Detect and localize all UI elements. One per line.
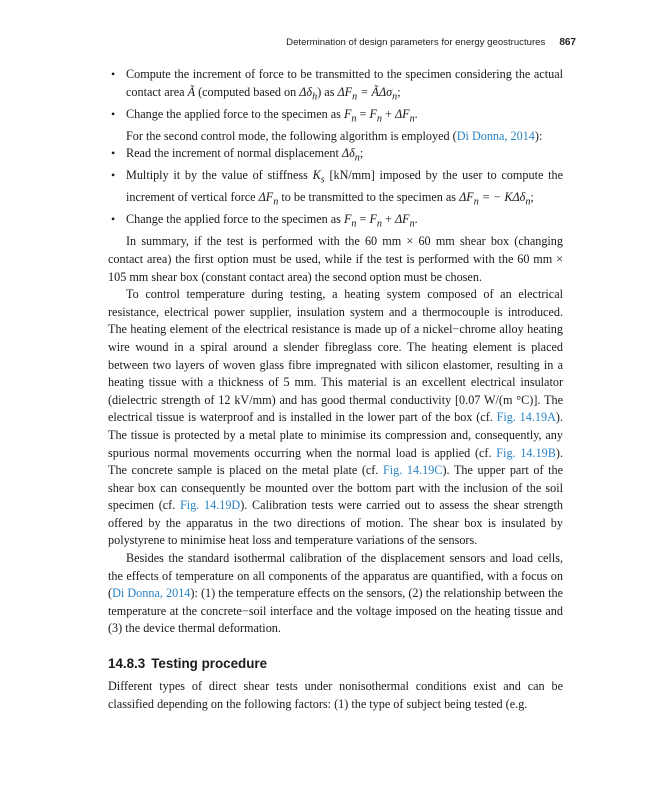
math-symbol: Ã (187, 84, 196, 99)
testing-procedure-paragraph: Different types of direct shear tests under nonisothermal conditions exist and can be classified depending on the following factors: (1) the type of subject being tested (e.g. (108, 679, 563, 711)
page-body (108, 66, 563, 713)
math-operator: = (356, 106, 370, 121)
math-subscript: n (473, 196, 479, 208)
figure-link[interactable]: Fig. 14.19A (496, 410, 556, 425)
list-item-text: ; (397, 84, 401, 99)
paragraph-text: For the second control mode, the following algorithm is employed ( (126, 128, 457, 143)
list-item (108, 167, 563, 211)
paragraph-text: ). The upper part of the shear box can consequently be mounted over the bottom part with the inclusion of the soil specimen (cf. (108, 463, 564, 513)
section-heading (108, 655, 563, 673)
calibration-paragraph (108, 550, 563, 638)
math-subscript: s (320, 174, 325, 186)
math-symbol: Δδ (341, 146, 355, 161)
bullet-list-first-mode (108, 66, 563, 128)
math-symbol: K (312, 168, 321, 183)
math-subscript: n (525, 196, 531, 208)
list-item (108, 66, 563, 106)
paragraph-text: To control temperature during testing, a heating system composed of an electrical resistance, electrical power supplier, insulation system and a thermocouple is introduced. The heating element of the electrical resistance is made up of a nickel−chrome alloy heating wire wound in a spiral around a slender fibreglass core. The heating element is placed between two layers of woven glass fibre impregnated with silicon elastomer, resulting in a heating tissue with a thickness of 5 mm. This material is an excellent electrical insulator (dielectric strength of 12 kV/mm) and has good thermal conductivity [0.07 W/(m °C)]. The electrical tissue is waterproof and is installed in the lower part of the box (cf. (108, 287, 563, 425)
bullet-icon: • (111, 67, 116, 81)
list-item (108, 145, 563, 167)
list-item-text: (computed based on (195, 84, 300, 99)
list-item-text: ; (530, 190, 534, 205)
math-symbol: ΔF (394, 106, 410, 121)
math-symbol: ΔF (459, 190, 474, 205)
math-symbol: ΔF (394, 212, 410, 227)
math-symbol: F (369, 106, 377, 121)
paragraph-text: ). Calibration tests were carried out to assess the shear strength offered by the apparatus in the two directions of motion. The shear box is insulated by polystyrene to minimise heat loss and temperature variations of the sensors. (108, 498, 564, 548)
figure-link[interactable]: Fig. 14.19C (383, 463, 443, 478)
bullet-icon: • (111, 146, 116, 161)
temperature-control-paragraph (108, 286, 563, 550)
page-number: 867 (559, 37, 576, 48)
figure-link[interactable]: Fig. 14.19D (180, 498, 241, 513)
bullet-list-second-mode (108, 145, 563, 233)
list-item (108, 211, 563, 233)
paragraph-text: ): (1) the temperature effects on the sensors, (2) the relationship between the temperature at the concrete−soil interface and the voltage imposed on the heating tissue and (3) the device thermal deformation. (108, 586, 563, 636)
paragraph-text: ). The concrete sample is placed on the metal plate (cf. (108, 445, 563, 478)
math-symbol: F (369, 212, 377, 227)
math-operator: + (381, 106, 395, 121)
list-item-text: Multiply it by the value of stiffness (126, 168, 313, 183)
second-control-mode-intro (108, 128, 563, 146)
paragraph-text: Besides the standard isothermal calibration of the displacement sensors and load cells, the effects of temperature on all components of the apparatus are quantified, with a focus on ( (108, 551, 563, 601)
math-symbol: = ÃΔσ (357, 84, 393, 99)
math-symbol: F (343, 212, 352, 227)
running-title: Determination of design parameters for energy geostructures (286, 37, 546, 48)
citation-link[interactable]: Di Donna, 2014 (456, 128, 535, 143)
list-item-text: Change the applied force to the specimen as (126, 212, 344, 227)
paragraph-text: ): (534, 128, 543, 143)
list-item-text: ; (359, 146, 364, 161)
math-symbol: ΔF (337, 84, 353, 99)
math-symbol: Δδ (299, 84, 313, 99)
math-symbol: F (343, 106, 352, 121)
math-operator: + (381, 212, 395, 227)
math-symbol: ΔF (258, 190, 274, 205)
math-subscript: n (354, 152, 360, 164)
list-item-text: [kN/mm] imposed by the user to compute the increment of vertical force (126, 168, 563, 205)
list-item-text: Read the increment of normal displacement (126, 146, 342, 161)
math-subscript: n (352, 91, 358, 103)
math-subscript: n (409, 218, 415, 230)
list-item-text: Change the applied force to the specimen as (126, 106, 344, 121)
math-subscript: n (376, 113, 382, 125)
bullet-icon: • (111, 106, 116, 121)
section-title: Testing procedure (151, 656, 268, 672)
math-subscript: n (351, 218, 357, 230)
math-subscript: n (273, 196, 279, 208)
list-item-text: to be transmitted to the specimen as (278, 190, 460, 205)
citation-link[interactable]: Di Donna, 2014 (112, 586, 191, 601)
list-item-text: ) as (317, 84, 338, 99)
running-head (108, 37, 576, 48)
list-item (108, 106, 563, 128)
math-symbol: = − KΔδ (478, 190, 526, 205)
figure-link[interactable]: Fig. 14.19B (496, 445, 556, 460)
bullet-icon: • (111, 168, 116, 183)
paragraph-text: ). The tissue is protected by a metal plate to minimise its compression and, consequently, any spurious normal movements occurring when the normal load is applied (cf. (108, 410, 563, 460)
list-item-text: . (414, 106, 418, 121)
list-item-text: Compute the increment of force to be transmitted to the specimen considering the actual contact area (126, 67, 563, 99)
bullet-icon: • (111, 212, 116, 227)
section-number: 14.8.3 (108, 656, 146, 672)
list-item-text: . (414, 212, 418, 227)
math-subscript: n (376, 218, 382, 230)
math-subscript: n (409, 113, 415, 125)
summary-paragraph: In summary, if the test is performed with the 60 mm × 60 mm shear box (changing contact area) the first option must be used, while if the test is performed with the 60 mm × 105 mm shear box (constant contact area) the second option must be chosen. (108, 234, 563, 284)
math-operator: = (356, 212, 370, 227)
math-subscript: n (392, 91, 398, 103)
math-subscript: h (312, 91, 318, 103)
math-subscript: n (351, 113, 357, 125)
